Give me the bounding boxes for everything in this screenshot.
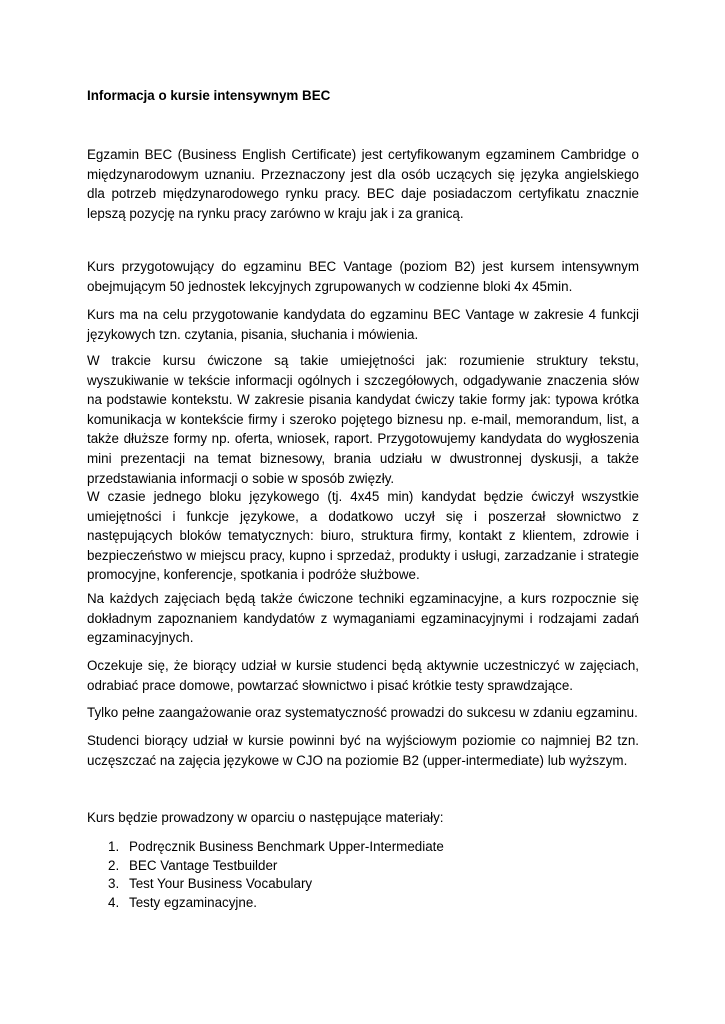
- list-item: [87, 857, 444, 876]
- paragraph-course-goal: Kurs ma na celu przygotowanie kandydata do egzaminu BEC Vantage w zakresie 4 funkcji językowych tzn. czytania, pisania, słuchania i mówienia.: [87, 307, 639, 342]
- list-item-text: Testy egzaminacyjne.: [129, 894, 258, 910]
- paragraph-commitment: Tylko pełne zaangażowanie oraz systematyczność prowadzi do sukcesu w zdaniu egzaminu.: [87, 705, 638, 720]
- paragraph-exam-techniques: Na każdych zajęciach będą także ćwiczone techniki egzaminacyjne, a kurs rozpocznie się dokładnym zapoznaniem kandydatów z wymaganiami egzaminacyjnymi i rodzajami zadań egzaminacyjnych.: [87, 591, 639, 646]
- paragraph-course-overview: Kurs przygotowujący do egzaminu BEC Vantage (poziom B2) jest kursem intensywnym obejmującym 50 jednostek lekcyjnych zgrupowanych w codzienne bloki 4x 45min.: [87, 259, 639, 294]
- list-item: [87, 894, 444, 913]
- list-item-number: 3.: [108, 876, 120, 892]
- materials-list: [87, 838, 444, 912]
- list-item-number: 4.: [108, 894, 120, 910]
- list-item: [87, 838, 444, 857]
- paragraph-skills: W trakcie kursu ćwiczone są takie umiejętności jak: rozumienie struktury tekstu, wyszukiwanie w tekście informacji ogólnych i szczegółowych, odgadywanie znaczenia słów na podstawie kontekstu. W zakresie pisania kandydat ćwiczy takie formy jak: typowa krótka komunikacja w kontekście firmy i szeroko pojętego biznesu np. e-mail, memorandum, list, a także dłuższe formy np. oferta, wniosek, raport. Przygotowujemy kandydata do wygłoszenia mini prezentacji na temat biznesowy, brania udziału w dwustronnej dyskusji, a także przedstawiania informacji o sobie w sposób zwięzły.: [87, 353, 639, 486]
- paragraph-materials-intro: Kurs będzie prowadzony w oparciu o następujące materiały:: [87, 810, 444, 825]
- document-title: Informacja o kursie intensywnym BEC: [87, 88, 331, 103]
- list-item-text: Podręcznik Business Benchmark Upper-Intermediate: [129, 839, 444, 854]
- list-item-text: BEC Vantage Testbuilder: [129, 857, 278, 873]
- list-item: [87, 875, 444, 894]
- list-item-number: 2.: [108, 857, 120, 873]
- paragraph-bec-intro: Egzamin BEC (Business English Certificate) jest certyfikowanym egzaminem Cambridge o międzynarodowym uznaniu. Przeznaczony jest dla osób uczących się języka angielskiego dla potrzeb międzynarodowego rynku pracy. BEC daje posiadaczom certyfikatu znacznie lepszą pozycję na rynku pracy zarówno w kraju jak i za granicą.: [87, 147, 639, 221]
- paragraph-expectations: Oczekuje się, że biorący udział w kursie studenci będą aktywnie uczestniczyć w zajęciach, odrabiać prace domowe, powtarzać słownictwo i pisać krótkie testy sprawdzające.: [87, 658, 639, 693]
- list-item-text: Test Your Business Vocabulary: [129, 876, 313, 892]
- document-page: [87, 0, 639, 1024]
- paragraph-topics: W czasie jednego bloku językowego (tj. 4x45 min) kandydat będzie ćwiczył wszystkie umiejętności i funkcje językowe, a dodatkowo uczył się i poszerzał słownictwo z następujących bloków tematycznych: biuro, struktura firmy, kontakt z klientem, zdrowie i bezpieczeństwo w miejscu pracy, kupno i sprzedaż, produkty i usługi, zarzadzanie i strategie promocyjne, konferencje, spotkania i podróże służbowe.: [87, 489, 639, 583]
- list-item-number: 1.: [108, 839, 120, 854]
- paragraph-requirements: Studenci biorący udział w kursie powinni być na wyjściowym poziomie co najmniej B2 tzn. uczęszczać na zajęcia językowe w CJO na poziomie B2 (upper-intermediate) lub wyższym.: [87, 733, 639, 768]
